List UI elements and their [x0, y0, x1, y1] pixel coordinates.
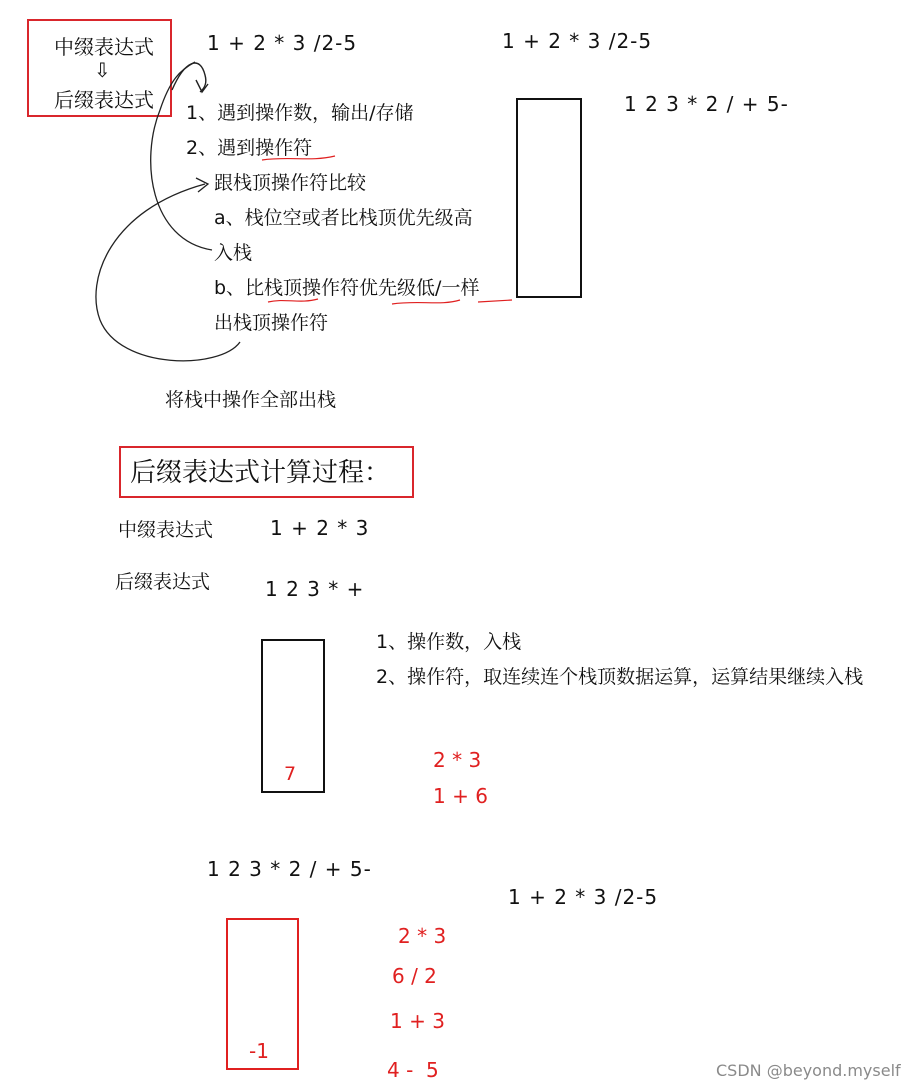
rule-2-compare: 跟栈顶操作符比较 — [214, 172, 367, 194]
rule-2: 2、遇到操作符 — [186, 137, 313, 159]
rule-2b-pop: 出栈顶操作符 — [214, 312, 329, 334]
loop-arrow-top — [172, 63, 206, 92]
underline-same — [478, 300, 512, 302]
example-step-3: 1 + 3 — [390, 1009, 445, 1033]
rule-2a-push: 入栈 — [214, 242, 253, 264]
underline-lower — [268, 299, 318, 302]
rule-1: 1、遇到操作数，输出/存储 — [186, 102, 414, 124]
down-arrow-icon: ⇩ — [94, 58, 111, 82]
infix-expression-a: 1 + 2 * 3 /2-5 — [207, 31, 358, 55]
evaluation-heading: 后缀表达式计算过程： — [130, 458, 391, 488]
underline-operator — [262, 156, 335, 160]
postfix-label: 后缀表达式 — [54, 88, 154, 112]
watermark: CSDN @beyond.myself — [716, 1061, 901, 1080]
infix-expression-b: 1 + 2 * 3 /2-5 — [502, 29, 653, 53]
loop-arrow-pop — [96, 184, 240, 361]
example-postfix-expression: 1 2 3 * 2 / + 5- — [207, 857, 372, 881]
rule-2a: a、栈位空或者比栈顶优先级高 — [214, 207, 473, 229]
infix-label: 中缀表达式 — [54, 35, 154, 59]
example-step-4: 4 - 5 — [387, 1058, 439, 1082]
eval-step-2: 1 + 6 — [433, 784, 488, 808]
example-step-2: 6 / 2 — [392, 964, 437, 988]
eval-postfix-expression: 1 2 3 * + — [265, 577, 365, 601]
rule-2b: b、比栈顶操作符优先级低/一样 — [214, 277, 480, 299]
final-rule: 将栈中操作全部出栈 — [165, 389, 337, 411]
eval-rule-1: 1、操作数，入栈 — [376, 631, 522, 653]
eval-infix-expression: 1 + 2 * 3 — [270, 516, 370, 540]
eval-step-1: 2 * 3 — [433, 748, 482, 772]
eval-infix-label: 中缀表达式 — [118, 519, 214, 541]
example-stack-value: -1 — [249, 1039, 269, 1063]
eval-postfix-label: 后缀表达式 — [115, 571, 211, 593]
eval-rule-2: 2、操作符，取连续连个栈顶数据运算，运算结果继续入栈 — [376, 666, 864, 688]
example-step-1: 2 * 3 — [398, 924, 447, 948]
underline-priority — [392, 300, 460, 304]
example-infix-expression: 1 + 2 * 3 /2-5 — [508, 885, 659, 909]
evaluation-stack-value: 7 — [284, 763, 297, 785]
postfix-result: 1 2 3 * 2 / + 5- — [624, 92, 789, 116]
